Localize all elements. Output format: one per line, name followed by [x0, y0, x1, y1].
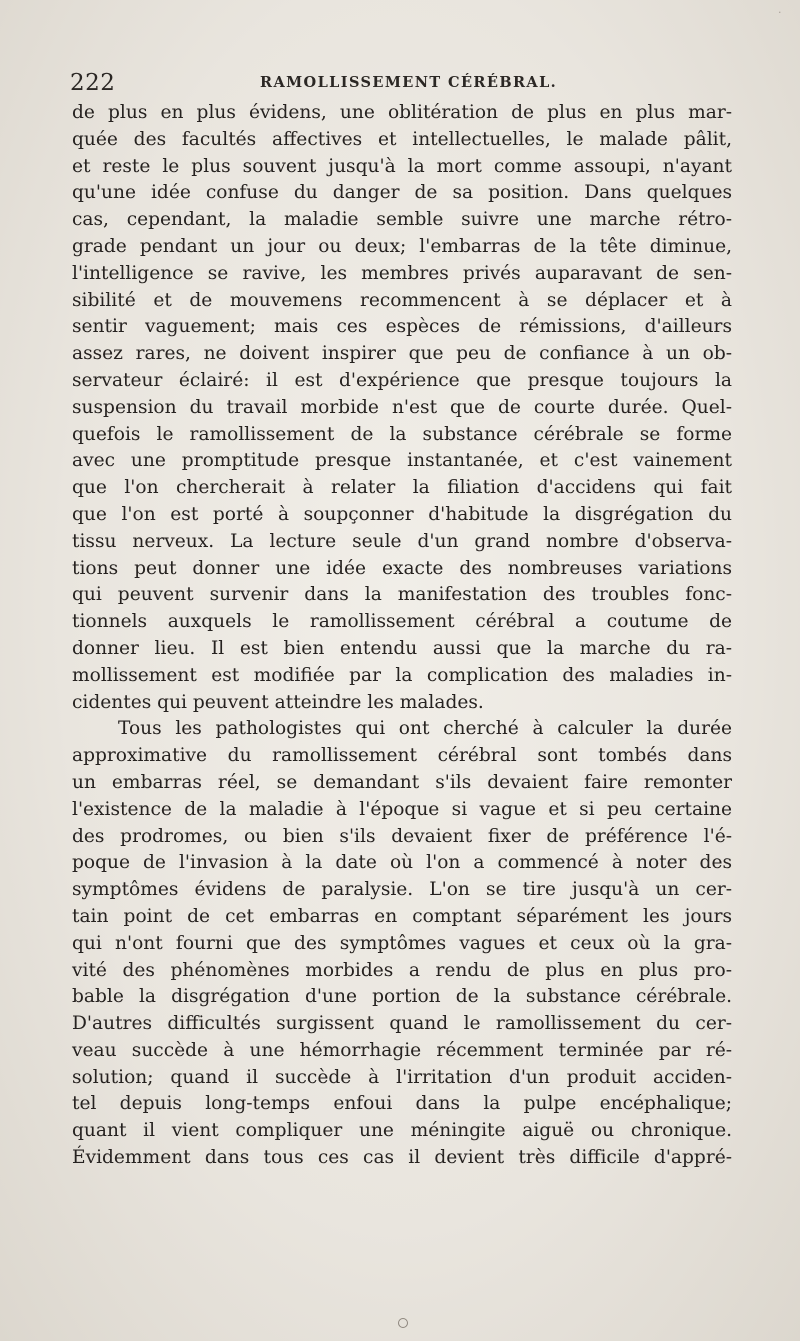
- text-line: tions peut donner une idée exacte des nombreuses variations: [72, 557, 732, 579]
- text-line: Tous les pathologistes qui ont cherché à calculer la durée: [118, 718, 732, 740]
- text-line: qui peuvent survenir dans la manifestation des troubles fonc-: [72, 584, 732, 606]
- paragraph-2: [72, 716, 732, 1172]
- text-line: approximative du ramollissement cérébral sont tombés dans: [72, 745, 732, 767]
- text-line: symptômes évidens de paralysie. L'on se tire jusqu'à un cer-: [72, 879, 732, 901]
- text-line: suspension du travail morbide n'est que de courte durée. Quel-: [72, 396, 732, 418]
- text-line: des prodromes, ou bien s'ils devaient fixer de préférence l'é-: [72, 825, 732, 847]
- text-line: avec une promptitude presque instantanée, et c'est vainement: [72, 450, 732, 472]
- text-line: tionnels auxquels le ramollissement cérébral a coutume de: [72, 611, 732, 633]
- text-line: donner lieu. Il est bien entendu aussi que la marche du ra-: [72, 637, 732, 659]
- corner-mark: ·: [778, 6, 782, 19]
- running-title: RAMOLLISSEMENT CÉRÉBRAL.: [260, 74, 558, 91]
- text-line: qui n'ont fourni que des symptômes vagues et ceux où la gra-: [72, 932, 732, 954]
- text-line: mollissement est modifiée par la complication des maladies in-: [72, 664, 732, 686]
- page-number: 222: [70, 70, 116, 96]
- text-line: solution; quand il succède à l'irritation d'un produit acciden-: [72, 1066, 732, 1088]
- text-line: de plus en plus évidens, une oblitération de plus en plus mar-: [72, 102, 732, 123]
- text-line: D'autres difficultés surgissent quand le ramollissement du cer-: [72, 1013, 732, 1035]
- text-line: tel depuis long-temps enfoui dans la pulpe encéphalique;: [72, 1093, 732, 1115]
- text-line: un embarras réel, se demandant s'ils devaient faire remonter: [72, 771, 732, 793]
- text-line: assez rares, ne doivent inspirer que peu de confiance à un ob-: [72, 343, 732, 365]
- text-line: quefois le ramollissement de la substance cérébrale se forme: [72, 423, 732, 445]
- text-line: quée des facultés affectives et intellectuelles, le malade pâlit,: [72, 128, 732, 150]
- text-line: tain point de cet embarras en comptant séparément les jours: [72, 905, 732, 927]
- paragraph-1: [72, 100, 732, 716]
- text-line: veau succède à une hémorrhagie récemment terminée par ré-: [72, 1039, 732, 1061]
- text-line: que l'on chercherait à relater la filiation d'accidens qui fait: [72, 477, 732, 499]
- text-line: qu'une idée confuse du danger de sa position. Dans quelques: [72, 182, 732, 204]
- text-line: tissu nerveux. La lecture seule d'un grand nombre d'observa-: [72, 530, 732, 552]
- text-line: l'existence de la maladie à l'époque si vague et si peu certaine: [72, 798, 732, 820]
- text-line: l'intelligence se ravive, les membres privés auparavant de sen-: [72, 262, 732, 284]
- text-line: bable la disgrégation d'une portion de la substance cérébrale.: [72, 986, 732, 1008]
- page-mark-dot: [398, 1318, 408, 1328]
- text-line: cidentes qui peuvent atteindre les malades.: [72, 691, 484, 713]
- page-header: [70, 70, 732, 100]
- text-line: que l'on est porté à soupçonner d'habitude la disgrégation du: [72, 503, 732, 525]
- text-line: sibilité et de mouvemens recommencent à se déplacer et à: [72, 289, 732, 311]
- text-line: sentir vaguement; mais ces espèces de rémissions, d'ailleurs: [72, 316, 732, 338]
- text-line: grade pendant un jour ou deux; l'embarras de la tête diminue,: [72, 235, 732, 257]
- body-text: [72, 100, 732, 1172]
- text-line: quant il vient compliquer une méningite aiguë ou chronique.: [72, 1120, 732, 1142]
- text-line: et reste le plus souvent jusqu'à la mort comme assoupi, n'ayant: [72, 155, 732, 177]
- text-line: Évidemment dans tous ces cas il devient très difficile d'appré-: [72, 1147, 732, 1169]
- text-line: poque de l'invasion à la date où l'on a commencé à noter des: [72, 852, 732, 874]
- text-line: servateur éclairé: il est d'expérience que presque toujours la: [72, 369, 732, 391]
- text-line: cas, cependant, la maladie semble suivre une marche rétro-: [72, 209, 732, 231]
- text-line: vité des phénomènes morbides a rendu de plus en plus pro-: [72, 959, 732, 981]
